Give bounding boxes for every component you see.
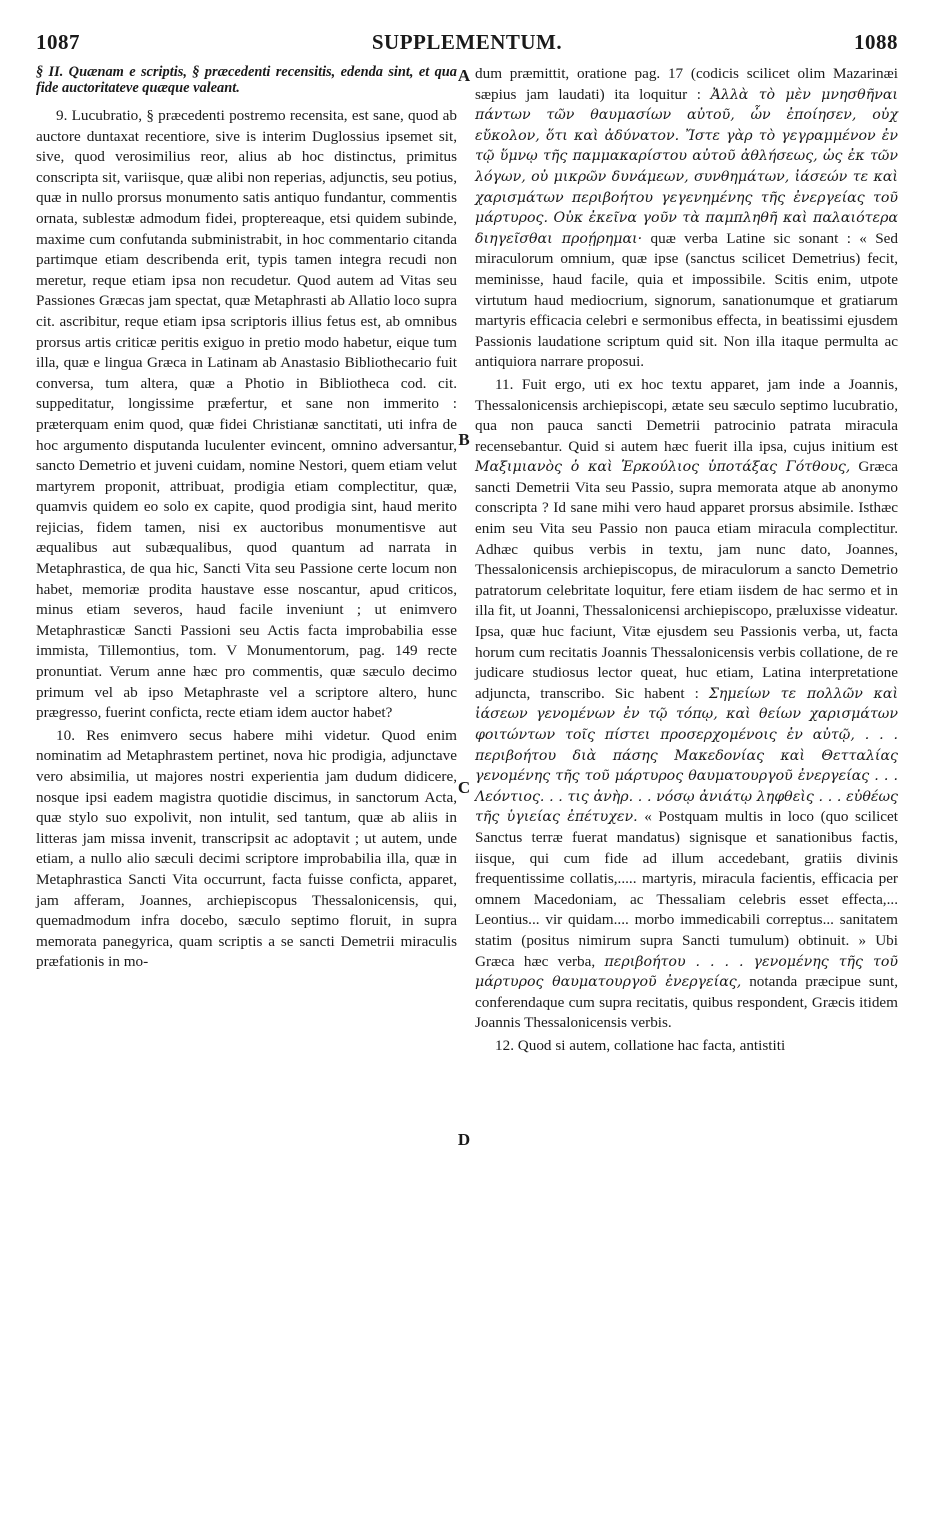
greek-quote: Σημείων τε πολλῶν καὶ ἰάσεων γενομένων ἐν τῷ τόπῳ, καὶ θείων χαρισμάτων φοιτώντων τοῖς πίστει προσερχομένοις ἐν αὐτῷ, . . . περιβοήτου διὰ πάσης Μακεδονίας καὶ Θετταλίας γενομένης τῆς τοῦ μάρτυρος θαυματουργοῦ ἐνεργείας . . . Λεόντιος. . . τις ἀνὴρ. . . νόσῳ ἀνιάτῳ ληφθεὶς . . . εὐθέως τῆς ὑγιείας ἐπέτυχεν. bbox=[475, 685, 899, 826]
margin-marker-d: D bbox=[457, 1130, 471, 1149]
greek-phrase: περιβοήτου . . . . γενομένης τῆς τοῦ μάρτυρος θαυματουργοῦ ἐνεργείας, bbox=[475, 953, 898, 991]
latin-translation: « Postquam multis in loco (quo scilicet Sanctus terræ fuerat mandatus) signisque et sanationibus factis, iisque, qui cum fide ad illum accedebant, gratiis divinis frequentissime collatis,..... martyris, miracula facientis, efficacia per omnem Macedoniam, ac Thessaliam celebris esset effecta,... Leontius... vir quidam.... morbo immedicabili correptus... sanitatem statim (positus nimirum supra Sancti tumulum) obtinuit. » Ubi Græca hæc verba, bbox=[475, 808, 899, 970]
paragraph-continued bbox=[475, 64, 898, 373]
paragraph-12: 12. Quod si autem, collatione hac facta, antistiti bbox=[495, 1036, 786, 1054]
margin-marker-b: B bbox=[458, 430, 470, 449]
right-column bbox=[475, 64, 898, 1057]
latin-text: notanda præcipue sunt, conferendaque cum supra recitatis, quibus respondent, Græcis itidem Joannis Thessalonicensis verbis. bbox=[475, 973, 898, 1032]
section-heading: § II. Quænam e scriptis, § præcedenti recensitis, edenda sint, et qua fide auctoritateve quæque valeant. bbox=[36, 64, 457, 96]
latin-text: dum præmittit, oratione pag. 17 (codicis scilicet olim Mazarinæi sæpius jam laudati) ita loquitur : bbox=[475, 65, 898, 103]
latin-text: 11. Fuit ergo, uti ex hoc textu apparet, jam inde a Joannis, Thessalonicensis archiepiscopi, ætate seu sæculo septimo lucubratio, qua non pauca sancti Demetrii patrocinio patrata miracula recensebantur. Quid si autem hæc fuerit illa ipsa, cujus initium est bbox=[475, 375, 898, 455]
margin-marker-c: C bbox=[457, 778, 471, 797]
margin-marker-a: A bbox=[457, 66, 471, 85]
greek-incipit: Μαξιμιανὸς ὁ καὶ Ἑρκούλιος ὑποτάξας Γότθους, bbox=[475, 459, 851, 476]
left-column bbox=[36, 64, 457, 973]
paragraph-9: 9. Lucubratio, § præcedenti postremo recensita, est sane, quod ab auctore duntaxat recentiore, sive is interim Duglossius ipsemet sit, sive, quod verosimilius reor, alius ab hoc distinctus, primitus conscripta sit, variisque, quæ alibi non reperias, adjunctis, seu potius, quæ in nullo prorsus monumento satis antiquo fundantur, commentis ornata, sublestæ admodum fidei, proptereaque, etsi quidem subinde, maxime cum confutanda subministrabit, in hoc commentario citanda partimque etiam describenda erit, typis tamen integra recudi non meretur, reque etiam ipsa non recudetur. Quod autem ad Vitas seu Passiones Græcas jam spectat, quæ Metaphrasti ab Allatio loco supra cit. ascribitur, reque etiam ipsa scriptoris illius fetus est, ab omnibus prorsus artis criticæ peritis exiguo in pretio modo habetur, eique tum illa, quæ e lingua Græca in Latinam ab Anastasio Bibliothecario fuit conversa, tum altera, quæ a Photio in Bibliotheca cod. cit. suppeditatur, longissime præfertur, et sane non immerito : præterquam enim quod, quæ fidei Christianæ sanctitati, uti infra de hoc argumento disputanda luculenter evincent, omnino adversantur, sancto Demetrio et juveni cuidam, nomine Nestori, quem etiam velut martyrem proponit, attribuat, prodigia etiam complectitur, quæ, quamvis quidem eo solo ex capite, quod prodigia sint, haud merito rejicias, fidem tamen, nisi ex auctoribus monumentisve aut æqualibus aut subæqualibus, quod quantum ad narrata in Metaphrastica, de qua hic, Sancti Vita seu Passione certe locum non habet, memoriæ prodita haustave esse noscantur, apud criticos, minus etiam severos, haud facile inveniunt ; ut enimvero Metaphrasticæ Sancti Passioni seu Actis facta improbabilia esse immista, Tillemontius, tom. V Monumentorum, pag. 149 recte pronuntiat. Verum anne hæc pro commentis, quæ sæculo decimo primum vel ab ipso Metaphraste vel a scriptore altero, hunc prægresso, fuerint conficta, recte etiam idem auctor habet? bbox=[36, 107, 457, 722]
greek-quote: Ἀλλὰ τὸ μὲν μνησθῆναι πάντων τῶν θαυμασίων αὐτοῦ, ὧν ἐποίησεν, οὐχ εὔκολον, ὅτι καὶ ἀδύνατον. Ἴστε γὰρ τὸ γεγραμμένον ἐν τῷ ὕμνῳ τῆς παμμακαρίστου αὐτοῦ ἀθλήσεως, ὡς ἐκ τῶν λόγων, οὐ μικρῶν δυνάμεων, συνθημάτων, ἰάσεών τε καὶ χαρισμάτων περιβοήτου γεγενημένης τῆς ἐνεργείας τοῦ μάρτυρος. Οὐκ ἐκεῖνα γοῦν τὰ παμπληθῆ καὶ παλαιότερα διηγεῖσθαι προῄρημαι· bbox=[475, 86, 898, 247]
latin-translation: quæ verba Latine sic sonant : « Sed miraculorum omnium, quæ ipse (sanctus scilicet Demetrius) fecit, meminisse, haud facile, quia et impossibile. Scitis enim, utpote virtutum haud mediocrium, signorum, sanationumque et gratiarum martyris efficacia celebri e sermonibus effecta, in beatissimi ejusdem Passionis laudatione scriptum quid sit. Non illa itaque permulta ac antiquiora narrare proposui. bbox=[475, 229, 899, 371]
running-title: SUPPLEMENTUM. bbox=[371, 30, 563, 54]
latin-text: Græca sancti Demetrii Vita seu Passio, supra memorata atque ab anonymo conscripta ? Id sane mihi vero haud apparet prorsus absimile. Isthæc enim seu Vita seu Passio non pauca etiam miracula complectitur. Adhæc quibus verbis in textu, jam nunc dato, Joannes, Thessalonicensis archiepiscopus, de miraculorum a sancto Demetrio patratorum celebritate loquitur, fere etiam iisdem de hac sermo et in illa fit, ut Joanni, Thessalonicensi archiepiscopo, præluxisse videatur. Ipsa, quæ huc faciunt, Vitæ ejusdem seu Passionis verba, ut, facta horum cum recitatis Joannis Thessalonicensis verbis collatione, de re judicare studiosus lector queat, huc etiam, Latina interpretatione adjuncta, transcribo. Sic habent : bbox=[475, 458, 899, 702]
paragraph-10: 10. Res enimvero secus habere mihi videtur. Quod enim nominatim ad Metaphrastem pertinet, nova hic prodigia, adjunctave vero absimilia, ut majores nostri experientia jam dudum didicere, nosque ipsi eadem magistra quotidie discimus, in sanctorum Acta, quæ stylo suo expolivit, non intulit, sed tantum, quæ ab aliis in litteras jam missa invenit, transcripsit ac adoptavit ; ut autem, unde etiam, a nullo alio sæculi decimi scriptore improbabilia illa, quæ in Metaphrastica Sancti Vita occurrunt, facta fuisse conficta, apparet, jam afferam, Joannes, archiepiscopus Thessalonicensis, qui, quemadmodum infra docebo, sæculo septimo floruit, in supra memorata panegyrica, quam scriptis a se sancti Demetrii miraculis præfationis in mo- bbox=[36, 726, 457, 971]
page-number-right: 1088 bbox=[854, 30, 898, 54]
page-number-left: 1087 bbox=[36, 30, 80, 54]
page-header bbox=[36, 30, 898, 60]
paragraph-11 bbox=[475, 375, 898, 1034]
